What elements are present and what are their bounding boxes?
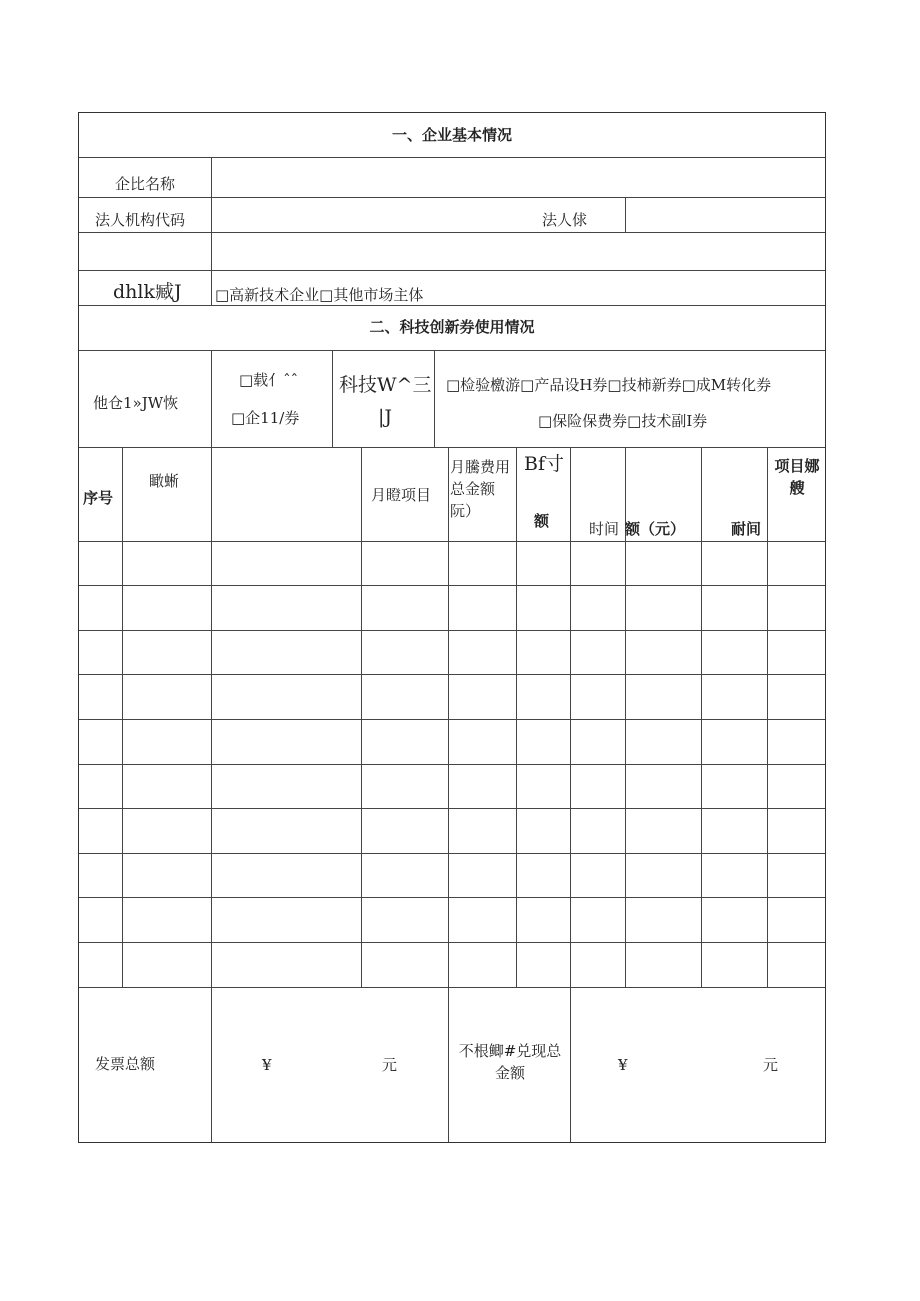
row-divider bbox=[79, 197, 825, 198]
header-col6-top: Bf寸 bbox=[524, 453, 564, 475]
row-divider bbox=[79, 350, 825, 351]
header-col5: 月騰费用总金额阮） bbox=[450, 458, 511, 520]
col-divider bbox=[570, 447, 571, 1142]
row-divider bbox=[79, 585, 825, 586]
row-divider bbox=[79, 541, 825, 542]
col-divider bbox=[122, 447, 123, 987]
redeem-total-label: 不根鲫#兑现总金额 bbox=[458, 1042, 562, 1082]
col-divider bbox=[361, 447, 362, 987]
currency-symbol-2: ¥ bbox=[618, 1056, 628, 1074]
header-col8: 额（元） bbox=[625, 520, 686, 538]
col-divider bbox=[767, 447, 768, 987]
row-divider bbox=[79, 853, 825, 854]
row-divider bbox=[79, 630, 825, 631]
col-divider bbox=[332, 350, 333, 447]
col-divider bbox=[701, 447, 702, 987]
row-divider bbox=[79, 674, 825, 675]
col-divider bbox=[211, 350, 212, 447]
company-name-label: 企比名称 bbox=[115, 175, 176, 193]
header-col9: 耐间 bbox=[731, 520, 762, 538]
row-divider bbox=[79, 719, 825, 720]
invoice-total-label: 发票总额 bbox=[95, 1055, 156, 1073]
header-col10: 项目娜艘 bbox=[774, 457, 820, 497]
row-divider bbox=[79, 447, 825, 448]
row-divider bbox=[79, 764, 825, 765]
unit-yuan-1: 元 bbox=[382, 1056, 398, 1074]
enterprise-type-options[interactable]: □高新技术企业□其他市场主体 bbox=[215, 286, 424, 304]
enterprise-type-label: dhlk臧J bbox=[113, 281, 182, 303]
voucher-option-1[interactable]: □载亻ˆˆ bbox=[239, 371, 299, 389]
section-title-basic-info: 一、企业基本情况 bbox=[391, 126, 512, 144]
org-code-label: 法人机构代码 bbox=[95, 211, 186, 229]
row-divider bbox=[79, 157, 825, 158]
row-divider bbox=[79, 942, 825, 943]
header-seq: 序号 bbox=[83, 489, 114, 507]
section-title-voucher-usage: 二、科技创新券使用情况 bbox=[369, 318, 535, 336]
header-col4: 月瞪项目 bbox=[371, 486, 432, 504]
row-divider bbox=[79, 270, 825, 271]
voucher-box2-line2: |J bbox=[378, 406, 393, 428]
row-divider bbox=[79, 987, 825, 988]
voucher-box2-line1: 科技W^三 bbox=[339, 374, 432, 396]
col-divider bbox=[625, 197, 626, 232]
header-col7: 时间 bbox=[589, 520, 620, 538]
voucher-option-2[interactable]: □企11/券 bbox=[231, 409, 300, 427]
legal-person-label: 法人俅 bbox=[542, 211, 588, 229]
row-divider bbox=[79, 232, 825, 233]
voucher-types-line2[interactable]: □保险保费券□技术副I券 bbox=[538, 412, 708, 430]
header-col6-bottom: 额 bbox=[534, 512, 550, 530]
unit-yuan-2: 元 bbox=[763, 1056, 779, 1074]
currency-symbol-1: ¥ bbox=[262, 1056, 272, 1074]
col-divider bbox=[211, 447, 212, 1142]
application-form bbox=[78, 112, 826, 1143]
row-divider bbox=[79, 897, 825, 898]
voucher-label: 他仓1»JW恢 bbox=[93, 394, 179, 412]
header-col2: 瞰蜥 bbox=[149, 472, 180, 490]
col-divider bbox=[434, 350, 435, 447]
col-divider bbox=[516, 447, 517, 987]
row-divider bbox=[79, 305, 825, 306]
row-divider bbox=[79, 808, 825, 809]
col-divider bbox=[211, 157, 212, 305]
voucher-types-line1[interactable]: □检验檄游□产品设H券□技柿新券□成M转化券 bbox=[446, 376, 772, 394]
col-divider bbox=[448, 447, 449, 1142]
